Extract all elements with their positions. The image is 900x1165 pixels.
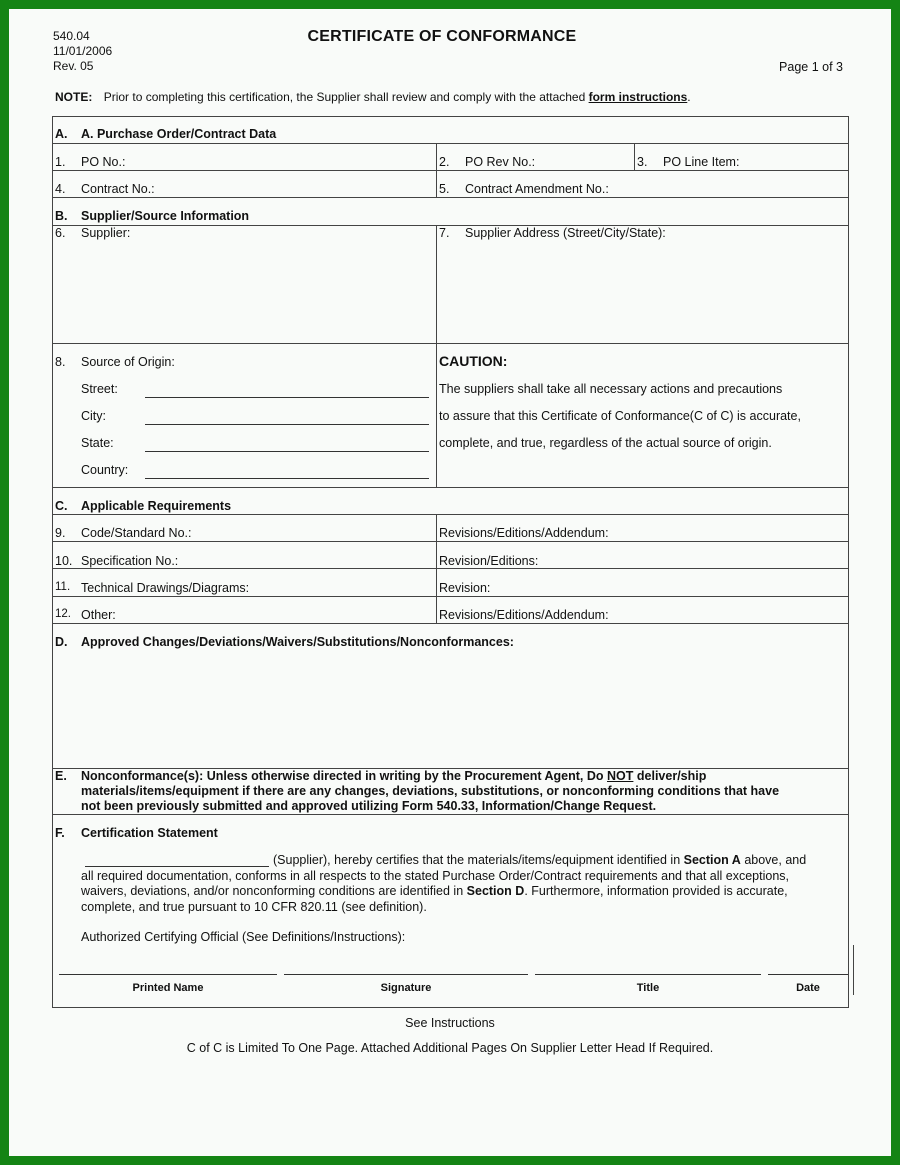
field-number: 4. <box>55 182 66 196</box>
city-label: City: <box>81 409 106 423</box>
country-label: Country: <box>81 463 129 477</box>
see-instructions: See Instructions <box>405 1016 495 1030</box>
field-number: 3. <box>637 155 648 169</box>
field-number: 8. <box>55 355 66 369</box>
field-number: 12. <box>55 608 71 620</box>
note-text: Prior to completing this certification, the Supplier shall review and comply with the attached <box>103 90 586 104</box>
supplier-field[interactable]: Supplier: <box>81 226 131 240</box>
note-end: . <box>687 90 691 104</box>
po-no-field[interactable]: PO No.: <box>81 155 126 169</box>
technical-drawings-field[interactable]: Technical Drawings/Diagrams: <box>81 581 250 595</box>
section-c-letter: C. <box>55 499 68 513</box>
section-b-letter: B. <box>55 209 68 223</box>
section-e-letter: E. <box>55 769 67 783</box>
note <box>55 90 691 104</box>
certification-line-4: complete, and true pursuant to 10 CFR 820.11 (see definition). <box>81 900 427 914</box>
not-emphasis: NOT <box>607 769 634 783</box>
title-line[interactable] <box>535 974 761 975</box>
section-c-title: Applicable Requirements <box>81 499 232 513</box>
signature-line[interactable] <box>284 974 528 975</box>
section-d-title: Approved Changes/Deviations/Waivers/Substitutions/Nonconformances: <box>81 635 514 649</box>
po-rev-field[interactable]: PO Rev No.: <box>465 155 536 169</box>
approved-changes-area[interactable] <box>81 655 841 763</box>
field-number: 7. <box>439 226 450 240</box>
field-number: 10. <box>55 554 73 568</box>
section-f-title: Certification Statement <box>81 826 218 840</box>
caution-title: CAUTION: <box>439 353 508 369</box>
other-field[interactable]: Other: <box>81 608 116 622</box>
section-f-letter: F. <box>55 826 65 840</box>
section-b-title: Supplier/Source Information <box>81 209 250 223</box>
printed-name-label: Printed Name <box>132 982 204 994</box>
po-line-item-field[interactable]: PO Line Item: <box>663 155 740 169</box>
supplier-address-field[interactable]: Supplier Address (Street/City/State): <box>465 226 666 240</box>
country-input-line[interactable] <box>145 478 429 479</box>
document-page <box>9 9 891 1156</box>
page-number: Page 1 of 3 <box>779 60 843 74</box>
contract-amendment-field[interactable]: Contract Amendment No.: <box>465 182 609 196</box>
form-number: 540.04 <box>53 29 90 43</box>
note-label: NOTE: <box>55 90 93 104</box>
form-date: 11/01/2006 <box>53 44 113 58</box>
field-number: 11. <box>55 581 71 593</box>
drawing-revision-field[interactable]: Revision: <box>439 581 491 595</box>
form-revision: Rev. 05 <box>53 59 94 73</box>
certification-line-2: all required documentation, conforms in all respects to the stated Purchase Order/Contract requirements and that all exceptions, <box>81 869 790 883</box>
field-number: 6. <box>55 226 66 240</box>
page-limit-note: C of C is Limited To One Page. Attached Additional Pages On Supplier Letter Head If Required. <box>186 1041 714 1055</box>
section-d-letter: D. <box>55 635 68 649</box>
street-label: Street: <box>81 382 118 396</box>
caution-line-1: The suppliers shall take all necessary actions and precautions <box>439 382 783 396</box>
field-number: 9. <box>55 526 66 540</box>
form-instructions-link[interactable]: form instructions <box>588 90 688 104</box>
city-input-line[interactable] <box>145 424 429 425</box>
authorized-official-label: Authorized Certifying Official (See Definitions/Instructions): <box>81 930 406 944</box>
printed-name-line[interactable] <box>59 974 277 975</box>
date-line[interactable] <box>768 974 848 975</box>
state-input-line[interactable] <box>145 451 429 452</box>
contract-no-field[interactable]: Contract No.: <box>81 182 155 196</box>
field-number: 2. <box>439 155 450 169</box>
caution-line-2: to assure that this Certificate of Conformance(C of C) is accurate, <box>439 409 801 423</box>
other-revisions-field[interactable]: Revisions/Editions/Addendum: <box>439 608 609 622</box>
certification-line-1: (Supplier), hereby certifies that the materials/items/equipment identified in Section A above, and <box>273 853 807 867</box>
source-of-origin-label: Source of Origin: <box>81 355 175 369</box>
date-label: Date <box>796 982 820 994</box>
specification-revision-field[interactable]: Revision/Editions: <box>439 554 539 568</box>
certification-line-3: waivers, deviations, and/or nonconforming conditions are identified in Section D. Furthermore, information provided is accurate, <box>81 884 788 898</box>
title-label: Title <box>636 982 660 994</box>
field-number: 1. <box>55 155 66 169</box>
nonconformance-line-1: Nonconformance(s): Unless otherwise directed in writing by the Procurement Agent, Do NOT deliver/ship <box>81 769 707 783</box>
street-input-line[interactable] <box>145 397 429 398</box>
section-a-letter: A. <box>55 127 68 141</box>
field-number: 5. <box>439 182 450 196</box>
supplier-name-input-line[interactable] <box>85 866 269 867</box>
state-label: State: <box>81 436 114 450</box>
section-a-title: A. Purchase Order/Contract Data <box>81 127 277 141</box>
code-revisions-field[interactable]: Revisions/Editions/Addendum: <box>439 526 609 540</box>
code-standard-field[interactable]: Code/Standard No.: <box>81 526 192 540</box>
specification-field[interactable]: Specification No.: <box>81 554 179 568</box>
signature-label: Signature <box>380 982 432 994</box>
form-table <box>52 116 849 1008</box>
nonconformance-line-2: materials/items/equipment if there are any changes, deviations, substitutions, or nonconforming conditions that have <box>81 784 780 798</box>
document-title: CERTIFICATE OF CONFORMANCE <box>307 28 577 45</box>
nonconformance-line-3: not been previously submitted and approved utilizing Form 540.33, Information/Change Request. <box>81 799 657 813</box>
caution-line-3: complete, and true, regardless of the actual source of origin. <box>439 436 772 450</box>
